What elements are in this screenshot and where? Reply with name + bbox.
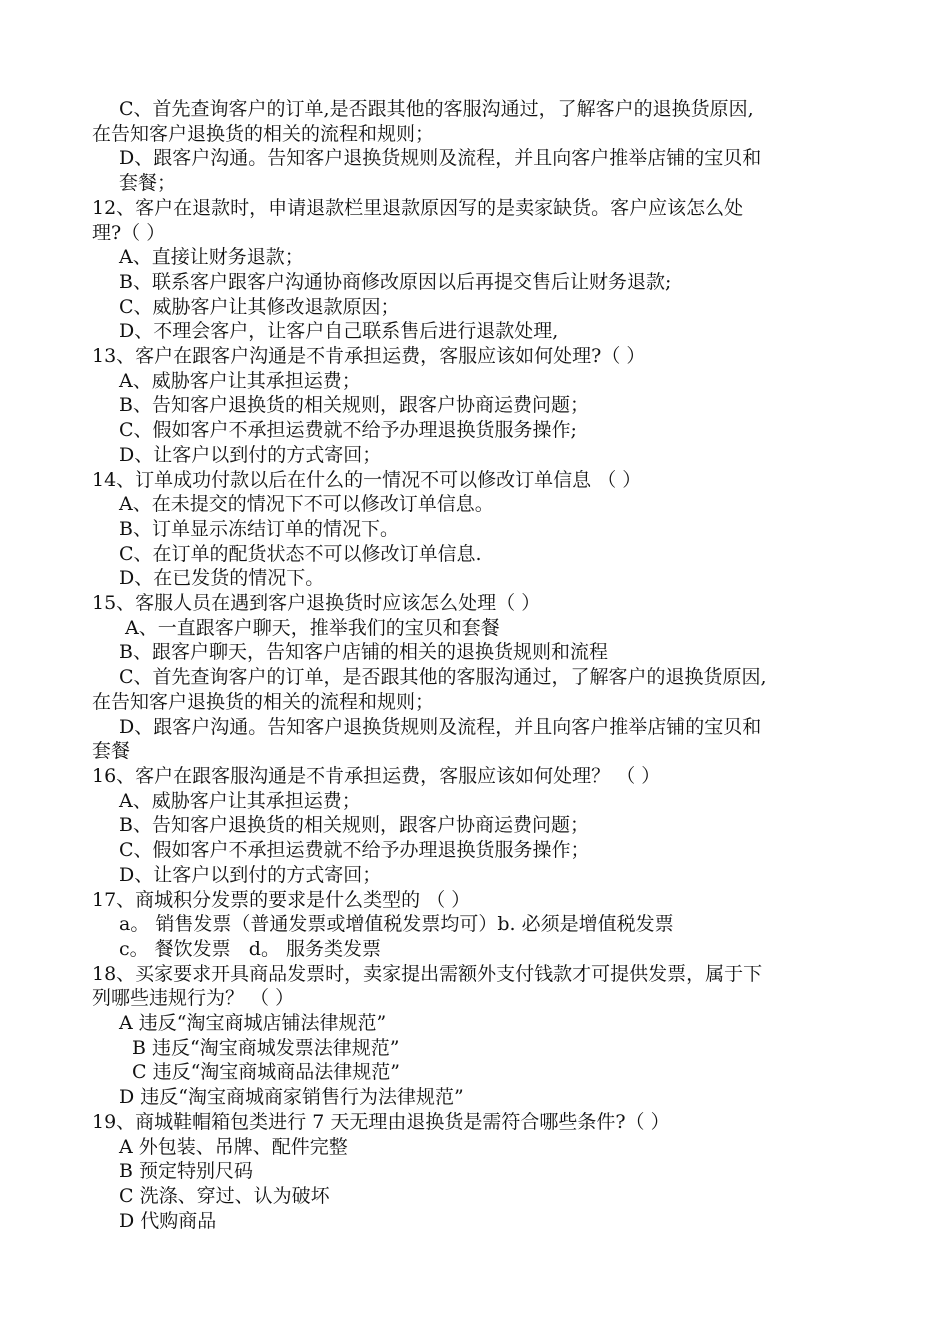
text-line: 列哪些违规行为？ （ ） <box>92 987 295 1010</box>
question-16: 16、客户在跟客服沟通是不肯承担运费，客服应该如何处理？ （ ） <box>92 764 661 787</box>
question-19: 19、商城鞋帽箱包类进行 7 天无理由退换货是需符合哪些条件?（ ） <box>92 1110 670 1133</box>
option-a: A、威胁客户让其承担运费； <box>119 789 361 812</box>
option-line: c。 餐饮发票 d。 服务类发票 <box>119 937 382 960</box>
option-c: C 违反“淘宝商城商品法律规范” <box>132 1061 401 1084</box>
option-line: a。 销售发票（普通发票或增值税发票均可）b. 必须是增值税发票 <box>119 913 674 936</box>
option-b: B、告知客户退换货的相关规则，跟客户协商运费问题； <box>119 814 589 837</box>
option-d: D、让客户以到付的方式寄回； <box>119 863 382 886</box>
option-d: D、不理会客户，让客户自己联系售后进行退款处理, <box>119 320 559 343</box>
option-a: A、直接让财务退款； <box>119 246 304 269</box>
option-d: D、让客户以到付的方式寄回； <box>119 443 382 466</box>
question-15: 15、客服人员在遇到客户退换货时应该怎么处理（ ） <box>92 592 541 615</box>
option-d: D、在已发货的情况下。 <box>119 567 325 590</box>
option-a: A 外包装、吊牌、配件完整 <box>119 1135 348 1158</box>
option-d: D 违反“淘宝商城商家销售行为法律规范” <box>119 1086 464 1109</box>
text-line: 套餐 <box>92 740 131 763</box>
text-line: 理?（ ） <box>92 221 166 244</box>
option-a: A、一直跟客户聊天，推举我们的宝贝和套餐 <box>125 616 500 639</box>
option-c: C、假如客户不承担运费就不给予办理退换货服务操作； <box>119 839 590 862</box>
option-a: A、在未提交的情况下不可以修改订单信息。 <box>119 493 494 516</box>
question-14: 14、订单成功付款以后在什么的一情况不可以修改订单信息 （ ） <box>92 468 642 491</box>
option-d: D 代购商品 <box>119 1209 217 1232</box>
question-13: 13、客户在跟客户沟通是不肯承担运费，客服应该如何处理?（ ） <box>92 345 646 368</box>
option-b: B、跟客户聊天，告知客户店铺的相关的退换货规则和流程 <box>119 641 608 664</box>
option-b: B 违反“淘宝商城发票法律规范” <box>132 1036 400 1059</box>
option-c: C 洗涤、穿过、认为破坏 <box>119 1184 330 1207</box>
option-c: C、在订单的配货状态不可以修改订单信息. <box>119 542 482 565</box>
option-c: C、威胁客户让其修改退款原因； <box>119 295 400 318</box>
text-line: 在告知客户退换货的相关的流程和规则； <box>92 122 435 145</box>
question-12: 12、客户在退款时，申请退款栏里退款原因写的是卖家缺货。客户应该怎么处 <box>92 196 744 219</box>
option-b: B、告知客户退换货的相关规则，跟客户协商运费问题； <box>119 394 589 417</box>
option-d: D、跟客户沟通。告知客户退换货规则及流程，并且向客户推举店铺的宝贝和 <box>119 715 762 738</box>
question-18: 18、买家要求开具商品发票时，卖家提出需额外支付钱款才可提供发票，属于下 <box>92 962 763 985</box>
option-c: C、假如客户不承担运费就不给予办理退换货服务操作; <box>119 419 577 442</box>
text-line: D、跟客户沟通。告知客户退换货规则及流程，并且向客户推举店铺的宝贝和 <box>119 147 762 170</box>
question-17: 17、商城积分发票的要求是什么类型的 （ ） <box>92 888 471 911</box>
text-line: C、首先查询客户的订单,是否跟其他的客服沟通过，了解客户的退换货原因, <box>119 98 754 120</box>
text-line: 套餐； <box>119 172 177 195</box>
option-b: B 预定特别尺码 <box>119 1160 254 1183</box>
option-b: B、订单显示冻结订单的情况下。 <box>119 517 399 540</box>
option-a: A 违反“淘宝商城店铺法律规范” <box>119 1012 387 1035</box>
text-line: 在告知客户退换货的相关的流程和规则； <box>92 690 435 713</box>
option-c: C、首先查询客户的订单，是否跟其他的客服沟通过，了解客户的退换货原因, <box>119 666 767 689</box>
option-b: B、联系客户跟客户沟通协商修改原因以后再提交售后让财务退款; <box>119 270 672 293</box>
option-a: A、威胁客户让其承担运费； <box>119 369 361 392</box>
